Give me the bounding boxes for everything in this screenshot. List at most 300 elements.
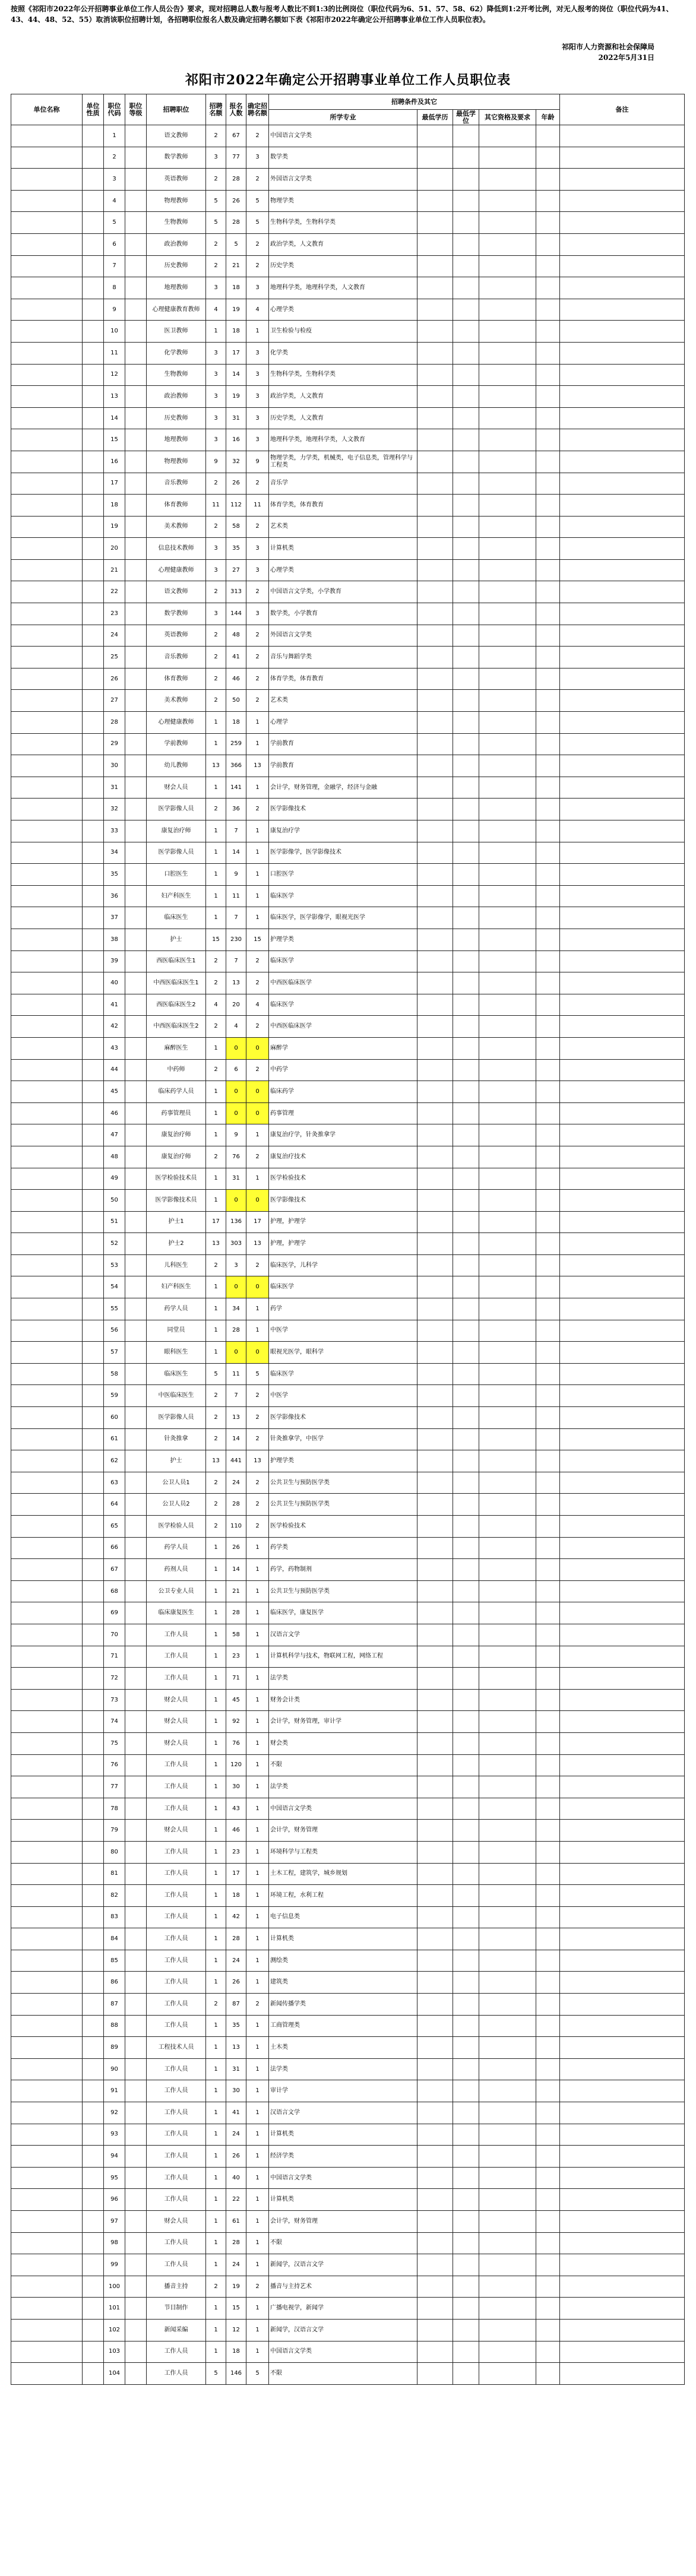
edu-cell bbox=[417, 2211, 453, 2233]
degree-cell bbox=[453, 1537, 479, 1559]
plan-cell: 1 bbox=[206, 1711, 226, 1733]
plan-cell: 1 bbox=[206, 1190, 226, 1212]
code-cell: 49 bbox=[104, 1168, 125, 1190]
post-cell: 工作人员 bbox=[147, 1885, 206, 1907]
level-cell bbox=[125, 451, 147, 473]
code-cell: 22 bbox=[104, 581, 125, 603]
post-cell: 公卫人员2 bbox=[147, 1494, 206, 1516]
age-cell bbox=[536, 1711, 560, 1733]
age-cell bbox=[536, 2124, 560, 2146]
table-row bbox=[11, 2167, 685, 2189]
confirmed-cell: 1 bbox=[246, 1668, 269, 1690]
major-cell: 电子信息类 bbox=[269, 1906, 417, 1928]
age-cell bbox=[536, 451, 560, 473]
header-other: 其它资格及要求 bbox=[479, 110, 536, 125]
applied-cell: 23 bbox=[226, 1841, 246, 1863]
nature-cell bbox=[83, 1168, 104, 1190]
other-cell bbox=[479, 147, 536, 169]
post-cell: 财会人员 bbox=[147, 1820, 206, 1842]
plan-cell: 1 bbox=[206, 1298, 226, 1320]
level-cell bbox=[125, 2254, 147, 2276]
remark-cell bbox=[560, 1211, 685, 1233]
applied-cell: 366 bbox=[226, 755, 246, 777]
other-cell bbox=[479, 1254, 536, 1276]
code-cell: 31 bbox=[104, 777, 125, 799]
other-cell bbox=[479, 559, 536, 581]
code-cell: 72 bbox=[104, 1668, 125, 1690]
nature-cell bbox=[83, 1385, 104, 1407]
other-cell bbox=[479, 125, 536, 147]
edu-cell bbox=[417, 950, 453, 972]
unit-cell bbox=[11, 538, 83, 560]
post-cell: 工作人员 bbox=[147, 1754, 206, 1776]
applied-cell: 120 bbox=[226, 1754, 246, 1776]
major-cell: 药学，药物制剂 bbox=[269, 1559, 417, 1581]
degree-cell bbox=[453, 842, 479, 864]
level-cell bbox=[125, 1276, 147, 1298]
nature-cell bbox=[83, 625, 104, 647]
remark-cell bbox=[560, 842, 685, 864]
unit-cell bbox=[11, 559, 83, 581]
header-remark: 备注 bbox=[560, 94, 685, 125]
major-cell: 公共卫生与预防医学类 bbox=[269, 1580, 417, 1602]
applied-cell: 24 bbox=[226, 2124, 246, 2146]
unit-cell bbox=[11, 1624, 83, 1646]
plan-cell: 1 bbox=[206, 1689, 226, 1711]
post-cell: 工作人员 bbox=[147, 2189, 206, 2211]
other-cell bbox=[479, 1732, 536, 1754]
major-cell: 生物科学类，生物科学类 bbox=[269, 212, 417, 234]
plan-cell: 2 bbox=[206, 125, 226, 147]
code-cell: 76 bbox=[104, 1754, 125, 1776]
post-cell: 财会人员 bbox=[147, 777, 206, 799]
other-cell bbox=[479, 1798, 536, 1820]
major-cell: 艺术类 bbox=[269, 690, 417, 712]
degree-cell bbox=[453, 1516, 479, 1538]
age-cell bbox=[536, 1537, 560, 1559]
confirmed-cell: 17 bbox=[246, 1211, 269, 1233]
degree-cell bbox=[453, 929, 479, 950]
remark-cell bbox=[560, 386, 685, 408]
degree-cell bbox=[453, 1885, 479, 1907]
remark-cell bbox=[560, 342, 685, 364]
table-row bbox=[11, 1494, 685, 1516]
applied-cell: 17 bbox=[226, 342, 246, 364]
level-cell bbox=[125, 712, 147, 734]
post-cell: 工程技术人员 bbox=[147, 2037, 206, 2059]
degree-cell bbox=[453, 125, 479, 147]
major-cell: 临床医学 bbox=[269, 950, 417, 972]
major-cell: 艺术类 bbox=[269, 516, 417, 538]
applied-cell: 17 bbox=[226, 1863, 246, 1885]
table-row bbox=[11, 1276, 685, 1298]
age-cell bbox=[536, 1472, 560, 1494]
confirmed-cell: 0 bbox=[246, 1037, 269, 1059]
major-cell: 康复治疗学，针灸推拿学 bbox=[269, 1124, 417, 1146]
edu-cell bbox=[417, 994, 453, 1016]
table-row bbox=[11, 1950, 685, 1972]
post-cell: 数学教师 bbox=[147, 147, 206, 169]
plan-cell: 1 bbox=[206, 1732, 226, 1754]
major-cell: 医学检验技术 bbox=[269, 1168, 417, 1190]
age-cell bbox=[536, 755, 560, 777]
major-cell: 环境科学与工程类 bbox=[269, 1841, 417, 1863]
applied-cell: 26 bbox=[226, 473, 246, 495]
code-cell: 71 bbox=[104, 1646, 125, 1668]
age-cell bbox=[536, 407, 560, 429]
table-row bbox=[11, 1624, 685, 1646]
unit-cell bbox=[11, 386, 83, 408]
unit-cell bbox=[11, 2146, 83, 2168]
applied-cell: 28 bbox=[226, 1494, 246, 1516]
nature-cell bbox=[83, 1994, 104, 2016]
applied-cell: 46 bbox=[226, 1820, 246, 1842]
age-cell bbox=[536, 581, 560, 603]
other-cell bbox=[479, 299, 536, 321]
remark-cell bbox=[560, 147, 685, 169]
table-row bbox=[11, 190, 685, 212]
age-cell bbox=[536, 1037, 560, 1059]
remark-cell bbox=[560, 1146, 685, 1168]
age-cell bbox=[536, 169, 560, 191]
remark-cell bbox=[560, 1081, 685, 1103]
other-cell bbox=[479, 2124, 536, 2146]
major-cell: 土木类 bbox=[269, 2037, 417, 2059]
plan-cell: 1 bbox=[206, 1863, 226, 1885]
other-cell bbox=[479, 647, 536, 668]
applied-cell: 21 bbox=[226, 1580, 246, 1602]
unit-cell bbox=[11, 364, 83, 386]
unit-cell bbox=[11, 1732, 83, 1754]
unit-cell bbox=[11, 429, 83, 451]
edu-cell bbox=[417, 255, 453, 277]
remark-cell bbox=[560, 1190, 685, 1212]
level-cell bbox=[125, 1950, 147, 1972]
age-cell bbox=[536, 2146, 560, 2168]
remark-cell bbox=[560, 1689, 685, 1711]
post-cell: 药学人员 bbox=[147, 1537, 206, 1559]
other-cell bbox=[479, 2146, 536, 2168]
major-cell: 中国语言文学类 bbox=[269, 1798, 417, 1820]
applied-cell: 40 bbox=[226, 2167, 246, 2189]
level-cell bbox=[125, 625, 147, 647]
edu-cell bbox=[417, 712, 453, 734]
code-cell: 30 bbox=[104, 755, 125, 777]
edu-cell bbox=[417, 147, 453, 169]
code-cell: 19 bbox=[104, 516, 125, 538]
remark-cell bbox=[560, 2146, 685, 2168]
code-cell: 39 bbox=[104, 950, 125, 972]
post-cell: 中西医临床医生2 bbox=[147, 1016, 206, 1038]
confirmed-cell: 1 bbox=[246, 2341, 269, 2363]
unit-cell bbox=[11, 1298, 83, 1320]
other-cell bbox=[479, 2341, 536, 2363]
edu-cell bbox=[417, 559, 453, 581]
age-cell bbox=[536, 1254, 560, 1276]
remark-cell bbox=[560, 2037, 685, 2059]
nature-cell bbox=[83, 994, 104, 1016]
edu-cell bbox=[417, 125, 453, 147]
age-cell bbox=[536, 625, 560, 647]
plan-cell: 17 bbox=[206, 1211, 226, 1233]
table-row bbox=[11, 2363, 685, 2385]
remark-cell bbox=[560, 364, 685, 386]
table-row bbox=[11, 1928, 685, 1950]
major-cell: 法学类 bbox=[269, 1776, 417, 1798]
degree-cell bbox=[453, 2189, 479, 2211]
code-cell: 34 bbox=[104, 842, 125, 864]
table-row bbox=[11, 342, 685, 364]
post-cell: 学前教师 bbox=[147, 733, 206, 755]
other-cell bbox=[479, 581, 536, 603]
confirmed-cell: 1 bbox=[246, 2124, 269, 2146]
degree-cell bbox=[453, 668, 479, 690]
degree-cell bbox=[453, 755, 479, 777]
remark-cell bbox=[560, 777, 685, 799]
code-cell: 66 bbox=[104, 1537, 125, 1559]
major-cell: 心理学类 bbox=[269, 299, 417, 321]
remark-cell bbox=[560, 2232, 685, 2254]
major-cell: 学前教育 bbox=[269, 733, 417, 755]
unit-cell bbox=[11, 2189, 83, 2211]
age-cell bbox=[536, 1124, 560, 1146]
nature-cell bbox=[83, 2319, 104, 2341]
other-cell bbox=[479, 277, 536, 299]
code-cell: 67 bbox=[104, 1559, 125, 1581]
age-cell bbox=[536, 929, 560, 950]
plan-cell: 1 bbox=[206, 2037, 226, 2059]
applied-cell: 26 bbox=[226, 190, 246, 212]
code-cell: 80 bbox=[104, 1841, 125, 1863]
unit-cell bbox=[11, 516, 83, 538]
edu-cell bbox=[417, 495, 453, 517]
code-cell: 91 bbox=[104, 2080, 125, 2102]
remark-cell bbox=[560, 1754, 685, 1776]
code-cell: 28 bbox=[104, 712, 125, 734]
unit-cell bbox=[11, 1906, 83, 1928]
degree-cell bbox=[453, 1602, 479, 1624]
other-cell bbox=[479, 1863, 536, 1885]
code-cell: 29 bbox=[104, 733, 125, 755]
confirmed-cell: 2 bbox=[246, 1494, 269, 1516]
code-cell: 12 bbox=[104, 364, 125, 386]
other-cell bbox=[479, 1906, 536, 1928]
code-cell: 99 bbox=[104, 2254, 125, 2276]
plan-cell: 3 bbox=[206, 386, 226, 408]
confirmed-cell: 1 bbox=[246, 1711, 269, 1733]
applied-cell: 12 bbox=[226, 2319, 246, 2341]
other-cell bbox=[479, 1276, 536, 1298]
major-cell: 历史学类，人文教育 bbox=[269, 407, 417, 429]
age-cell bbox=[536, 2298, 560, 2320]
remark-cell bbox=[560, 799, 685, 820]
major-cell: 历史学类 bbox=[269, 255, 417, 277]
edu-cell bbox=[417, 2146, 453, 2168]
unit-cell bbox=[11, 1385, 83, 1407]
plan-cell: 1 bbox=[206, 1906, 226, 1928]
table-row bbox=[11, 386, 685, 408]
degree-cell bbox=[453, 386, 479, 408]
code-cell: 103 bbox=[104, 2341, 125, 2363]
plan-cell: 5 bbox=[206, 1363, 226, 1385]
remark-cell bbox=[560, 1885, 685, 1907]
code-cell: 18 bbox=[104, 495, 125, 517]
plan-cell: 15 bbox=[206, 929, 226, 950]
edu-cell bbox=[417, 1298, 453, 1320]
other-cell bbox=[479, 2102, 536, 2124]
plan-cell: 2 bbox=[206, 972, 226, 994]
major-cell: 护理学类 bbox=[269, 1450, 417, 1472]
confirmed-cell: 1 bbox=[246, 2015, 269, 2037]
plan-cell: 1 bbox=[206, 2211, 226, 2233]
applied-cell: 18 bbox=[226, 321, 246, 343]
degree-cell bbox=[453, 2341, 479, 2363]
unit-cell bbox=[11, 451, 83, 473]
remark-cell bbox=[560, 1994, 685, 2016]
nature-cell bbox=[83, 364, 104, 386]
table-row bbox=[11, 1516, 685, 1538]
other-cell bbox=[479, 1081, 536, 1103]
other-cell bbox=[479, 1624, 536, 1646]
nature-cell bbox=[83, 1472, 104, 1494]
confirmed-cell: 3 bbox=[246, 538, 269, 560]
age-cell bbox=[536, 1081, 560, 1103]
major-cell: 财会类 bbox=[269, 1732, 417, 1754]
degree-cell bbox=[453, 1798, 479, 1820]
nature-cell bbox=[83, 777, 104, 799]
level-cell bbox=[125, 2015, 147, 2037]
applied-cell: 76 bbox=[226, 1732, 246, 1754]
other-cell bbox=[479, 668, 536, 690]
degree-cell bbox=[453, 799, 479, 820]
signature-org: 祁阳市人力资源和社会保障局 bbox=[561, 43, 654, 51]
age-cell bbox=[536, 1059, 560, 1081]
degree-cell bbox=[453, 277, 479, 299]
major-cell: 中药学 bbox=[269, 1059, 417, 1081]
applied-cell: 18 bbox=[226, 712, 246, 734]
table-row bbox=[11, 1798, 685, 1820]
post-cell: 医卫教师 bbox=[147, 321, 206, 343]
table-row bbox=[11, 581, 685, 603]
major-cell: 建筑类 bbox=[269, 1972, 417, 1994]
level-cell bbox=[125, 1233, 147, 1255]
confirmed-cell: 1 bbox=[246, 1820, 269, 1842]
major-cell: 会计学，财务管理，审计学 bbox=[269, 1711, 417, 1733]
applied-cell: 3 bbox=[226, 1254, 246, 1276]
age-cell bbox=[536, 1668, 560, 1690]
applied-cell: 303 bbox=[226, 1233, 246, 1255]
table-row bbox=[11, 2058, 685, 2080]
age-cell bbox=[536, 190, 560, 212]
nature-cell bbox=[83, 668, 104, 690]
unit-cell bbox=[11, 950, 83, 972]
post-cell: 工作人员 bbox=[147, 1776, 206, 1798]
major-cell: 新闻传播学类 bbox=[269, 1994, 417, 2016]
nature-cell bbox=[83, 907, 104, 929]
confirmed-cell: 3 bbox=[246, 342, 269, 364]
major-cell: 针灸推拿学，中医学 bbox=[269, 1428, 417, 1450]
confirmed-cell: 1 bbox=[246, 321, 269, 343]
remark-cell bbox=[560, 2167, 685, 2189]
code-cell: 54 bbox=[104, 1276, 125, 1298]
remark-cell bbox=[560, 2080, 685, 2102]
nature-cell bbox=[83, 2276, 104, 2298]
table-row bbox=[11, 1363, 685, 1385]
level-cell bbox=[125, 233, 147, 255]
edu-cell bbox=[417, 581, 453, 603]
age-cell bbox=[536, 1994, 560, 2016]
major-cell: 土木工程，建筑学，城乡规划 bbox=[269, 1863, 417, 1885]
applied-cell: 24 bbox=[226, 1950, 246, 1972]
applied-cell: 24 bbox=[226, 1472, 246, 1494]
unit-cell bbox=[11, 190, 83, 212]
degree-cell bbox=[453, 559, 479, 581]
applied-cell: 7 bbox=[226, 1385, 246, 1407]
level-cell bbox=[125, 1537, 147, 1559]
post-cell: 历史教师 bbox=[147, 407, 206, 429]
age-cell bbox=[536, 516, 560, 538]
degree-cell bbox=[453, 1450, 479, 1472]
age-cell bbox=[536, 386, 560, 408]
level-cell bbox=[125, 342, 147, 364]
plan-cell: 4 bbox=[206, 299, 226, 321]
plan-cell: 1 bbox=[206, 712, 226, 734]
post-cell: 心理健康教师 bbox=[147, 712, 206, 734]
plan-cell: 13 bbox=[206, 1450, 226, 1472]
post-cell: 公卫专业人员 bbox=[147, 1580, 206, 1602]
unit-cell bbox=[11, 2319, 83, 2341]
post-cell: 音乐教师 bbox=[147, 473, 206, 495]
other-cell bbox=[479, 1646, 536, 1668]
applied-cell: 19 bbox=[226, 386, 246, 408]
unit-cell bbox=[11, 1168, 83, 1190]
unit-cell bbox=[11, 1776, 83, 1798]
post-cell: 政治教师 bbox=[147, 233, 206, 255]
applied-cell: 112 bbox=[226, 495, 246, 517]
degree-cell bbox=[453, 1428, 479, 1450]
other-cell bbox=[479, 473, 536, 495]
applied-cell: 20 bbox=[226, 994, 246, 1016]
confirmed-cell: 2 bbox=[246, 1059, 269, 1081]
table-row bbox=[11, 2102, 685, 2124]
nature-cell bbox=[83, 1124, 104, 1146]
table-row bbox=[11, 777, 685, 799]
level-cell bbox=[125, 1037, 147, 1059]
remark-cell bbox=[560, 1668, 685, 1690]
plan-cell: 1 bbox=[206, 2341, 226, 2363]
level-cell bbox=[125, 407, 147, 429]
degree-cell bbox=[453, 885, 479, 907]
confirmed-cell: 2 bbox=[246, 647, 269, 668]
applied-cell: 9 bbox=[226, 1124, 246, 1146]
unit-cell bbox=[11, 1081, 83, 1103]
degree-cell bbox=[453, 777, 479, 799]
confirmed-cell: 4 bbox=[246, 994, 269, 1016]
level-cell bbox=[125, 212, 147, 234]
post-cell: 政治教师 bbox=[147, 386, 206, 408]
age-cell bbox=[536, 2341, 560, 2363]
applied-cell: 22 bbox=[226, 2189, 246, 2211]
edu-cell bbox=[417, 538, 453, 560]
confirmed-cell: 1 bbox=[246, 1559, 269, 1581]
edu-cell bbox=[417, 321, 453, 343]
unit-cell bbox=[11, 1602, 83, 1624]
table-row bbox=[11, 603, 685, 625]
major-cell: 体育学类，体育教育 bbox=[269, 668, 417, 690]
level-cell bbox=[125, 1732, 147, 1754]
code-cell: 21 bbox=[104, 559, 125, 581]
confirmed-cell: 13 bbox=[246, 755, 269, 777]
